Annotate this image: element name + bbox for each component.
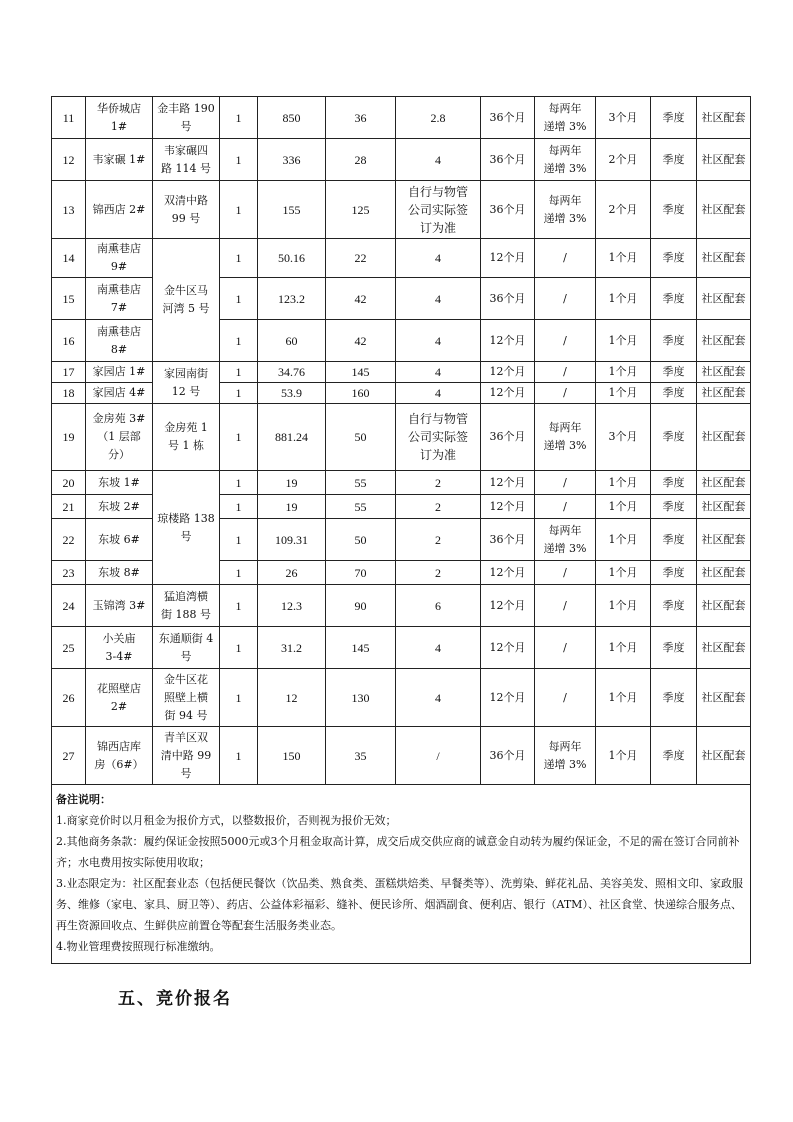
lease-table xyxy=(51,96,751,964)
cell-use: 社区配套 xyxy=(697,239,751,278)
cell-use: 社区配套 xyxy=(697,627,751,669)
cell-count: 1 xyxy=(220,585,258,627)
cell-term: 36个月 xyxy=(481,404,535,471)
cell-area: 19 xyxy=(258,471,326,495)
cell-pay: 季度 xyxy=(651,139,697,181)
table-row xyxy=(52,669,751,727)
cell-no: 21 xyxy=(52,495,86,519)
cell-price: 130 xyxy=(326,669,396,727)
cell-deposit: 2 xyxy=(396,471,481,495)
cell-free: 1个月 xyxy=(596,669,651,727)
cell-no: 19 xyxy=(52,404,86,471)
cell-count: 1 xyxy=(220,471,258,495)
cell-count: 1 xyxy=(220,404,258,471)
cell-increase: / xyxy=(535,383,596,404)
cell-deposit: 4 xyxy=(396,362,481,383)
cell-increase: 每两年 递增 3% xyxy=(535,139,596,181)
cell-increase: / xyxy=(535,320,596,362)
cell-pay: 季度 xyxy=(651,519,697,561)
cell-deposit: 4 xyxy=(396,278,481,320)
cell-no: 17 xyxy=(52,362,86,383)
cell-count: 1 xyxy=(220,181,258,239)
cell-use: 社区配套 xyxy=(697,585,751,627)
cell-use: 社区配套 xyxy=(697,383,751,404)
cell-term: 36个月 xyxy=(481,278,535,320)
cell-no: 27 xyxy=(52,727,86,785)
cell-use: 社区配套 xyxy=(697,278,751,320)
cell-area: 53.9 xyxy=(258,383,326,404)
cell-no: 11 xyxy=(52,97,86,139)
cell-term: 12个月 xyxy=(481,471,535,495)
cell-term: 12个月 xyxy=(481,383,535,404)
cell-price: 70 xyxy=(326,561,396,585)
cell-pay: 季度 xyxy=(651,627,697,669)
cell-term: 12个月 xyxy=(481,495,535,519)
cell-free: 1个月 xyxy=(596,627,651,669)
cell-term: 36个月 xyxy=(481,181,535,239)
cell-price: 125 xyxy=(326,181,396,239)
cell-free: 1个月 xyxy=(596,585,651,627)
cell-term: 36个月 xyxy=(481,519,535,561)
cell-pay: 季度 xyxy=(651,727,697,785)
cell-use: 社区配套 xyxy=(697,669,751,727)
cell-addr: 青羊区双 清中路 99 号 xyxy=(153,727,220,785)
cell-count: 1 xyxy=(220,320,258,362)
cell-use: 社区配套 xyxy=(697,495,751,519)
table-row xyxy=(52,727,751,785)
cell-free: 1个月 xyxy=(596,471,651,495)
notes-cell xyxy=(52,785,751,964)
cell-increase: / xyxy=(535,561,596,585)
cell-count: 1 xyxy=(220,139,258,181)
cell-price: 55 xyxy=(326,471,396,495)
cell-count: 1 xyxy=(220,495,258,519)
cell-name: 华侨城店 1# xyxy=(86,97,153,139)
cell-price: 36 xyxy=(326,97,396,139)
table-row xyxy=(52,239,751,278)
cell-term: 36个月 xyxy=(481,139,535,181)
cell-price: 22 xyxy=(326,239,396,278)
cell-addr: 家园南街 12 号 xyxy=(153,362,220,404)
cell-area: 109.31 xyxy=(258,519,326,561)
cell-free: 1个月 xyxy=(596,727,651,785)
cell-increase: 每两年 递增 3% xyxy=(535,181,596,239)
cell-addr: 金牛区花 照壁上横 街 94 号 xyxy=(153,669,220,727)
cell-term: 36个月 xyxy=(481,727,535,785)
cell-name: 玉锦湾 3# xyxy=(86,585,153,627)
cell-area: 12.3 xyxy=(258,585,326,627)
table-row xyxy=(52,585,751,627)
note-line: 2.其他商务条款：履约保证金按照5000元或3个月租金取高计算，成交后成交供应商的诚意金自动转为履约保证金，不足的需在签订合同前补齐；水电费用按实际使用收取； xyxy=(56,835,740,869)
cell-no: 20 xyxy=(52,471,86,495)
cell-name: 锦西店 2# xyxy=(86,181,153,239)
cell-count: 1 xyxy=(220,278,258,320)
section-heading: 五、竞价报名 xyxy=(118,989,232,1009)
table-row xyxy=(52,404,751,471)
cell-area: 123.2 xyxy=(258,278,326,320)
cell-addr: 东通顺街 4 号 xyxy=(153,627,220,669)
cell-term: 12个月 xyxy=(481,669,535,727)
table-row xyxy=(52,471,751,495)
cell-no: 16 xyxy=(52,320,86,362)
cell-term: 12个月 xyxy=(481,561,535,585)
cell-free: 2个月 xyxy=(596,181,651,239)
cell-pay: 季度 xyxy=(651,585,697,627)
cell-addr: 金牛区马 河湾 5 号 xyxy=(153,239,220,362)
cell-addr: 猛追湾横 街 188 号 xyxy=(153,585,220,627)
cell-free: 1个月 xyxy=(596,561,651,585)
cell-count: 1 xyxy=(220,627,258,669)
note-line: 3.业态限定为：社区配套业态（包括便民餐饮（饮品类、熟食类、蛋糕烘焙类、早餐类等）、洗剪染、鲜花礼品、美容美发、照相文印、家政服务、维修（家电、家具、厨卫等）、药店、公益体彩福彩、缝补、便民诊所、烟酒副食、便利店、银行（ATM）、社区食堂、快递综合服务点、再生资源回收点、生鲜供应前置仓等配套生活服务类业态。 xyxy=(56,877,743,932)
cell-use: 社区配套 xyxy=(697,561,751,585)
cell-price: 145 xyxy=(326,627,396,669)
note-line: 1.商家竞价时以月租金为报价方式，以整数报价，否则视为报价无效； xyxy=(56,814,397,827)
cell-increase: 每两年 递增 3% xyxy=(535,519,596,561)
cell-price: 28 xyxy=(326,139,396,181)
cell-count: 1 xyxy=(220,362,258,383)
cell-area: 60 xyxy=(258,320,326,362)
cell-term: 12个月 xyxy=(481,320,535,362)
notes-title: 备注说明： xyxy=(56,793,111,806)
cell-pay: 季度 xyxy=(651,669,697,727)
cell-name: 家园店 4# xyxy=(86,383,153,404)
cell-term: 12个月 xyxy=(481,362,535,383)
cell-count: 1 xyxy=(220,561,258,585)
cell-use: 社区配套 xyxy=(697,320,751,362)
cell-use: 社区配套 xyxy=(697,362,751,383)
cell-name: 东坡 2# xyxy=(86,495,153,519)
cell-free: 3个月 xyxy=(596,97,651,139)
cell-increase: 每两年 递增 3% xyxy=(535,97,596,139)
cell-increase: 每两年 递增 3% xyxy=(535,404,596,471)
cell-term: 12个月 xyxy=(481,585,535,627)
cell-name: 南熏巷店 9# xyxy=(86,239,153,278)
cell-count: 1 xyxy=(220,669,258,727)
cell-count: 1 xyxy=(220,239,258,278)
cell-no: 26 xyxy=(52,669,86,727)
cell-area: 26 xyxy=(258,561,326,585)
cell-name: 小关庙 3-4# xyxy=(86,627,153,669)
cell-addr: 金房苑 1 号 1 栋 xyxy=(153,404,220,471)
cell-area: 19 xyxy=(258,495,326,519)
cell-name: 家园店 1# xyxy=(86,362,153,383)
cell-area: 336 xyxy=(258,139,326,181)
cell-count: 1 xyxy=(220,383,258,404)
cell-pay: 季度 xyxy=(651,383,697,404)
cell-area: 150 xyxy=(258,727,326,785)
cell-deposit: 4 xyxy=(396,669,481,727)
cell-use: 社区配套 xyxy=(697,519,751,561)
cell-increase: / xyxy=(535,585,596,627)
cell-free: 1个月 xyxy=(596,519,651,561)
cell-increase: / xyxy=(535,471,596,495)
cell-increase: 每两年 递增 3% xyxy=(535,727,596,785)
cell-increase: / xyxy=(535,362,596,383)
cell-free: 1个月 xyxy=(596,278,651,320)
cell-price: 50 xyxy=(326,404,396,471)
cell-name: 东坡 8# xyxy=(86,561,153,585)
cell-pay: 季度 xyxy=(651,320,697,362)
cell-addr: 双清中路 99 号 xyxy=(153,181,220,239)
cell-deposit: 2.8 xyxy=(396,97,481,139)
cell-deposit: / xyxy=(396,727,481,785)
cell-no: 15 xyxy=(52,278,86,320)
cell-no: 24 xyxy=(52,585,86,627)
cell-area: 881.24 xyxy=(258,404,326,471)
cell-use: 社区配套 xyxy=(697,471,751,495)
cell-use: 社区配套 xyxy=(697,181,751,239)
cell-addr: 金丰路 190 号 xyxy=(153,97,220,139)
cell-free: 1个月 xyxy=(596,320,651,362)
cell-name: 南熏巷店 8# xyxy=(86,320,153,362)
cell-price: 35 xyxy=(326,727,396,785)
cell-term: 12个月 xyxy=(481,627,535,669)
cell-addr: 韦家碾四 路 114 号 xyxy=(153,139,220,181)
cell-count: 1 xyxy=(220,727,258,785)
cell-deposit: 4 xyxy=(396,239,481,278)
cell-pay: 季度 xyxy=(651,471,697,495)
cell-increase: / xyxy=(535,669,596,727)
cell-deposit: 4 xyxy=(396,139,481,181)
cell-use: 社区配套 xyxy=(697,727,751,785)
cell-no: 14 xyxy=(52,239,86,278)
cell-no: 18 xyxy=(52,383,86,404)
table-row xyxy=(52,181,751,239)
cell-deposit: 2 xyxy=(396,519,481,561)
cell-name: 花照壁店 2# xyxy=(86,669,153,727)
notes-row xyxy=(52,785,751,964)
cell-increase: / xyxy=(535,278,596,320)
cell-no: 22 xyxy=(52,519,86,561)
cell-name: 东坡 1# xyxy=(86,471,153,495)
cell-deposit: 4 xyxy=(396,320,481,362)
cell-count: 1 xyxy=(220,519,258,561)
cell-area: 155 xyxy=(258,181,326,239)
cell-name: 东坡 6# xyxy=(86,519,153,561)
cell-no: 13 xyxy=(52,181,86,239)
cell-use: 社区配套 xyxy=(697,139,751,181)
cell-area: 850 xyxy=(258,97,326,139)
cell-name: 南熏巷店 7# xyxy=(86,278,153,320)
cell-pay: 季度 xyxy=(651,181,697,239)
cell-increase: / xyxy=(535,495,596,519)
cell-addr: 琼楼路 138 号 xyxy=(153,471,220,585)
cell-price: 145 xyxy=(326,362,396,383)
cell-use: 社区配套 xyxy=(697,404,751,471)
cell-free: 1个月 xyxy=(596,495,651,519)
cell-price: 90 xyxy=(326,585,396,627)
cell-deposit: 2 xyxy=(396,495,481,519)
cell-free: 1个月 xyxy=(596,362,651,383)
cell-deposit: 2 xyxy=(396,561,481,585)
cell-name: 金房苑 3# （1 层部 分） xyxy=(86,404,153,471)
cell-area: 31.2 xyxy=(258,627,326,669)
cell-free: 1个月 xyxy=(596,239,651,278)
cell-increase: / xyxy=(535,239,596,278)
cell-free: 1个月 xyxy=(596,383,651,404)
table-row xyxy=(52,139,751,181)
cell-free: 2个月 xyxy=(596,139,651,181)
table-row xyxy=(52,97,751,139)
cell-area: 50.16 xyxy=(258,239,326,278)
cell-count: 1 xyxy=(220,97,258,139)
cell-increase: / xyxy=(535,627,596,669)
cell-pay: 季度 xyxy=(651,561,697,585)
note-line: 4.物业管理费按照现行标准缴纳。 xyxy=(56,940,221,953)
cell-pay: 季度 xyxy=(651,239,697,278)
cell-no: 25 xyxy=(52,627,86,669)
cell-use: 社区配套 xyxy=(697,97,751,139)
cell-term: 12个月 xyxy=(481,239,535,278)
cell-pay: 季度 xyxy=(651,404,697,471)
cell-price: 50 xyxy=(326,519,396,561)
cell-price: 42 xyxy=(326,278,396,320)
cell-name: 锦西店库 房（6#） xyxy=(86,727,153,785)
cell-price: 42 xyxy=(326,320,396,362)
cell-pay: 季度 xyxy=(651,278,697,320)
cell-term: 36个月 xyxy=(481,97,535,139)
cell-price: 160 xyxy=(326,383,396,404)
cell-name: 韦家碾 1# xyxy=(86,139,153,181)
table-row xyxy=(52,362,751,383)
cell-pay: 季度 xyxy=(651,97,697,139)
cell-deposit: 4 xyxy=(396,627,481,669)
cell-deposit: 6 xyxy=(396,585,481,627)
cell-free: 3个月 xyxy=(596,404,651,471)
cell-deposit: 自行与物管 公司实际签 订为准 xyxy=(396,181,481,239)
cell-pay: 季度 xyxy=(651,362,697,383)
cell-pay: 季度 xyxy=(651,495,697,519)
cell-area: 34.76 xyxy=(258,362,326,383)
cell-no: 12 xyxy=(52,139,86,181)
table-row xyxy=(52,627,751,669)
cell-price: 55 xyxy=(326,495,396,519)
cell-deposit: 自行与物管 公司实际签 订为准 xyxy=(396,404,481,471)
cell-area: 12 xyxy=(258,669,326,727)
cell-no: 23 xyxy=(52,561,86,585)
cell-deposit: 4 xyxy=(396,383,481,404)
